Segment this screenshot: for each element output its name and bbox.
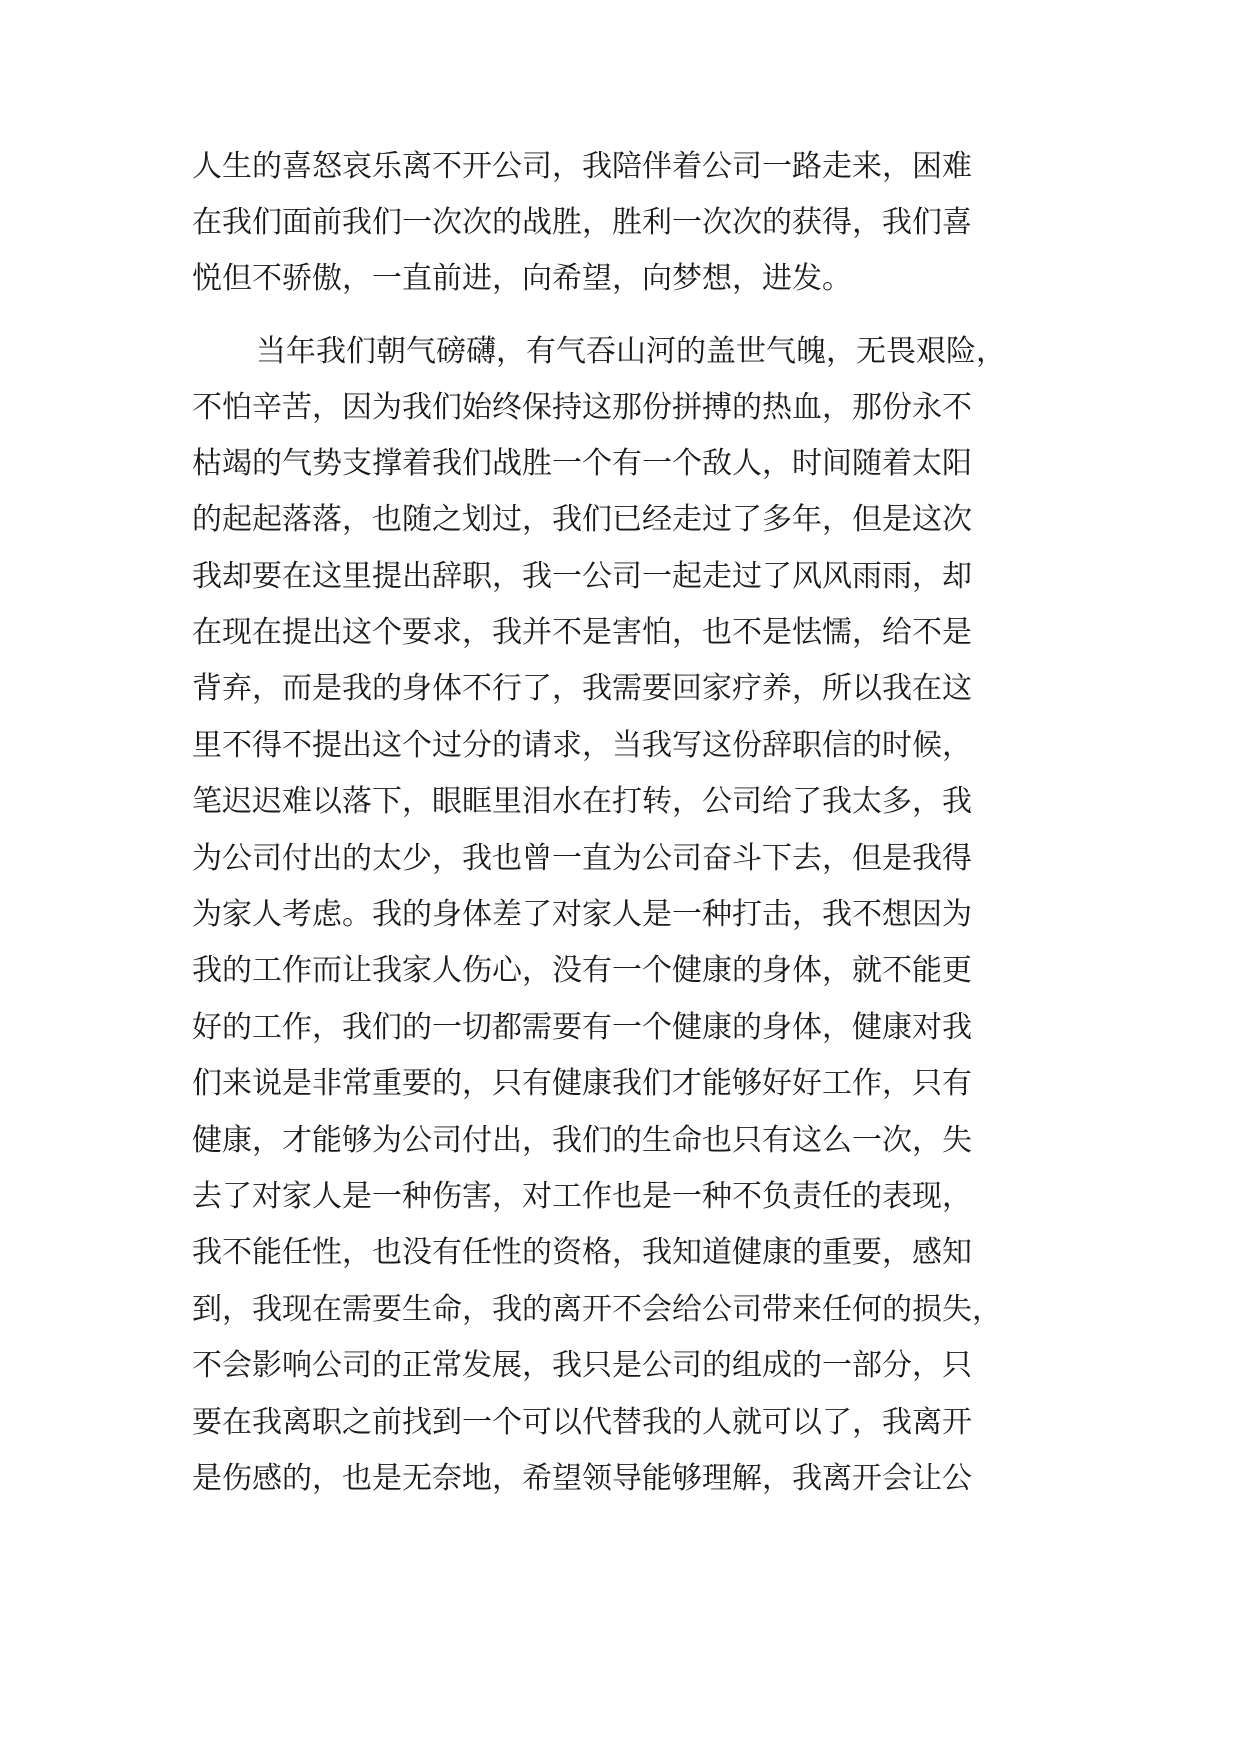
text-line: 我却要在这里提出辞职，我一公司一起走过了风风雨雨，却 (192, 559, 972, 594)
paragraph-first-line: 当年我们朝气磅礴，有气吞山河的盖世气魄，无畏艰险， (256, 334, 1006, 369)
text-line: 我不能任性，也没有任性的资格，我知道健康的重要，感知 (192, 1235, 972, 1270)
text-line: 悦但不骄傲，一直前进，向希望，向梦想，进发。 (192, 261, 852, 296)
text-line: 不会影响公司的正常发展，我只是公司的组成的一部分，只 (192, 1348, 972, 1383)
text-line: 为公司付出的太少，我也曾一直为公司奋斗下去，但是我得 (192, 841, 972, 876)
text-line: 我的工作而让我家人伤心，没有一个健康的身体，就不能更 (192, 953, 972, 988)
text-line: 到，我现在需要生命，我的离开不会给公司带来任何的损失， (192, 1292, 1002, 1327)
text-line: 不怕辛苦，因为我们始终保持这那份拼搏的热血，那份永不 (192, 390, 972, 425)
text-line: 枯竭的气势支撑着我们战胜一个有一个敌人，时间随着太阳 (192, 446, 972, 481)
text-line: 为家人考虑。我的身体差了对家人是一种打击，我不想因为 (192, 897, 972, 932)
text-line: 好的工作，我们的一切都需要有一个健康的身体，健康对我 (192, 1010, 972, 1045)
text-line: 是伤感的，也是无奈地，希望领导能够理解，我离开会让公 (192, 1461, 972, 1496)
text-line: 在我们面前我们一次次的战胜，胜利一次次的获得，我们喜 (192, 205, 972, 240)
text-line: 的起起落落，也随之划过，我们已经走过了多年，但是这次 (192, 502, 972, 537)
text-line: 们来说是非常重要的，只有健康我们才能够好好工作，只有 (192, 1066, 972, 1101)
text-line: 去了对家人是一种伤害，对工作也是一种不负责任的表现， (192, 1179, 972, 1214)
text-line: 背弃，而是我的身体不行了，我需要回家疗养，所以我在这 (192, 671, 972, 706)
text-line: 在现在提出这个要求，我并不是害怕，也不是怯懦，给不是 (192, 615, 972, 650)
text-line: 人生的喜怒哀乐离不开公司，我陪伴着公司一路走来，困难 (192, 149, 972, 184)
text-line: 里不得不提出这个过分的请求，当我写这份辞职信的时候， (192, 728, 972, 763)
text-line: 健康，才能够为公司付出，我们的生命也只有这么一次，失 (192, 1123, 972, 1158)
text-line: 要在我离职之前找到一个可以代替我的人就可以了，我离开 (192, 1405, 972, 1440)
text-line: 笔迟迟难以落下，眼眶里泪水在打转，公司给了我太多，我 (192, 784, 972, 819)
